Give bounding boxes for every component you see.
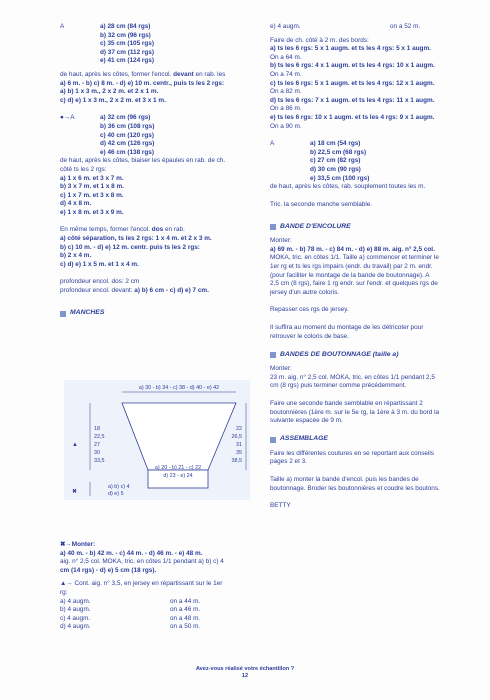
list-item xyxy=(60,32,243,41)
text-line: d) ts les 6 rgs: 7 x 1 augm. et ts les 4 rgs: 11 x 1 augm. xyxy=(270,96,435,104)
text-line: de haut, après les côtes, biaiser les épaules en rab. de ch. xyxy=(60,157,226,165)
list-item-value: on a 50 m. xyxy=(170,623,201,631)
list-item xyxy=(270,175,455,184)
page-footer xyxy=(0,666,490,680)
list-item-value: c) 35 cm (105 rgs) xyxy=(100,40,154,48)
text-line: On a 86 m. xyxy=(270,105,302,113)
list-item xyxy=(60,114,243,123)
continue-lines xyxy=(60,580,243,597)
text-line: côté ts les 2 rgs: xyxy=(60,165,107,173)
list-item xyxy=(60,123,243,132)
list-item-value: d) 37 cm (112 rgs) xyxy=(100,48,154,56)
list-item-key xyxy=(60,40,100,49)
list-item-key: b) 4 augm. xyxy=(60,606,91,614)
buttonhole-second xyxy=(270,400,455,426)
list-item xyxy=(60,49,243,58)
list-item-value: a) 28 cm (84 rgs) xyxy=(100,23,151,30)
list-item-key xyxy=(60,49,100,58)
text-line: On a 90 m. xyxy=(270,122,302,130)
list-item xyxy=(60,140,243,149)
cast-off-line: de haut, après les côtes, rab. souplement toutes les m. xyxy=(270,183,426,191)
section-assembly: ASSEMBLAGE xyxy=(270,435,455,445)
page-number: 12 xyxy=(241,673,249,679)
text-line: pages 2 et 3. xyxy=(270,458,307,466)
text-line: Taille a) monter la bande d'encol. puis les bandes de xyxy=(270,475,419,483)
text-line: cm (8 rgs) puis terminer comme précédemment. xyxy=(270,382,407,390)
list-item-key: A xyxy=(270,140,275,148)
text-line: a) 6 m. - b) c) 8 m. - d) e) 10 m. centr., puis ts les 2 rgs: xyxy=(60,79,225,87)
section-bullet-icon xyxy=(270,437,276,443)
increase-rows xyxy=(60,598,243,632)
height-value: 27 xyxy=(94,442,100,448)
sides-intro: Faire de ch. côté à 2 m. des bords: xyxy=(270,36,369,44)
text-line: b) 2 x 4 m. xyxy=(60,252,92,260)
cuff-label-abc: a) b) c) 4 xyxy=(108,484,130,490)
text-line: (pour faciliter le montage de la bande de boutonnage). A xyxy=(270,271,430,279)
left-column xyxy=(60,23,243,319)
list-item-key: a) 4 augm. xyxy=(60,597,91,605)
mount-line-3: cm (14 rgs) - d) e) 5 cm (18 rgs). xyxy=(60,566,157,574)
mount-line-2: aig. n° 2,5 col. MOKA, tric. en côtes 1/1 pendant a) b) c) 4 xyxy=(60,558,224,566)
marker-x-icon: ✖ xyxy=(72,489,78,495)
list-item-key xyxy=(270,157,310,166)
list-item-key: ●→A xyxy=(60,114,75,122)
height-value: 26,5 xyxy=(231,434,242,440)
section-buttonhole: BANDES DE BOUTONNAGE (taille a) xyxy=(270,350,455,360)
neck-front-lines xyxy=(60,80,243,106)
list-item-value: e) 46 cm (138 rgs) xyxy=(100,148,154,156)
list-item-key xyxy=(60,32,100,41)
text-line: rg: xyxy=(60,588,68,596)
list-item-key xyxy=(60,149,100,158)
text-line: retrouver le coloris de base. xyxy=(270,332,349,340)
collar-lines xyxy=(270,237,455,297)
height-value: 18 xyxy=(94,426,100,432)
list-item xyxy=(60,149,243,158)
bottom-width-label: a) 20 - b) 21 - c) 22 xyxy=(154,465,202,471)
text-line: c) 1 x 7 m. et 3 x 8 m. xyxy=(60,191,124,199)
assembly-lines xyxy=(270,450,455,467)
text-line: On a 82 m. xyxy=(270,88,302,96)
list-item xyxy=(60,40,243,49)
shoulder-lines xyxy=(60,157,243,217)
text-line: c) d) e) 1 x 3 m., 2 x 2 m. et 3 x 1 m. xyxy=(60,96,166,104)
list-item xyxy=(270,140,455,149)
mount-title: ✖→Monter: xyxy=(60,541,96,548)
text-line: d) 4 x 8 m. xyxy=(60,200,92,208)
neck-back-intro: En même temps, former l'encol. dos en rab. xyxy=(60,226,185,234)
text-line: a) 69 m. - b) 78 m. - c) 84 m. - d) e) 88 m. aig. n° 2,5 col. xyxy=(270,245,435,253)
text-line: boutonnières (1ère m. sur le 5e rg, la 1ère à 3 m. du bord la xyxy=(270,408,440,416)
text-line: e) 1 x 8 m. et 3 x 9 m. xyxy=(60,208,124,216)
text-line: MOKA, tric. en côtes 1/1. Taille a) commencer et terminer le xyxy=(270,254,439,262)
text-line: Monter: xyxy=(270,365,292,373)
sleeve-length-list xyxy=(270,140,455,183)
list-item-value: e) 33,5 cm (100 rgs) xyxy=(310,174,370,182)
text-line: boutonnage. Broder les boutonnières et coudre les boutons. xyxy=(270,484,440,492)
height-value: 31 xyxy=(236,442,242,448)
list-item-value: d) 30 cm (90 rgs) xyxy=(310,165,361,173)
height-value: 38,5 xyxy=(231,458,242,464)
list-item xyxy=(60,615,243,624)
text-line: a) 1 x 6 m. et 3 x 7 m. xyxy=(60,174,124,182)
text-line: 1er rg et ts les rgs impairs (endr. du travail) par 2 m. endr. xyxy=(270,263,433,271)
height-value: 33,5 xyxy=(94,458,105,464)
text-line: On a 64 m. xyxy=(270,53,302,61)
list-item-key xyxy=(60,123,100,132)
height-value: 35 xyxy=(236,450,242,456)
list-item-key xyxy=(60,140,100,149)
list-item xyxy=(60,623,243,632)
text-line: jersey d'un autre coloris. xyxy=(270,288,340,296)
height-value: 30 xyxy=(94,450,100,456)
list-item-value: on a 46 m. xyxy=(170,606,201,614)
text-line: Faire une seconde bande semblable en répartissant 2 xyxy=(270,400,423,407)
mount-line-1: a) 40 m. - b) 42 m. - c) 44 m. - d) 46 m. - e) 48 m. xyxy=(60,549,203,557)
section-bullet-icon xyxy=(270,352,276,358)
collar-note xyxy=(270,324,455,341)
marker-a-icon: ▲ xyxy=(72,442,78,448)
section-bullet-icon xyxy=(60,311,66,317)
list-item-value: e) 41 cm (124 rgs) xyxy=(100,57,154,65)
list-item-key: A xyxy=(60,23,65,30)
text-line: ▲→ Cont. aig. n° 3,5, en jersey en répartissant sur le 1er xyxy=(60,580,223,588)
footer-tagline: Avez-vous réalisé votre échantillon ? xyxy=(195,666,295,672)
list-item-value: on a 48 m. xyxy=(170,614,201,622)
text-line: b) c) 10 m. - d) e) 12 m. centr. puis ts les 2 rgs: xyxy=(60,243,200,251)
text-line: c) d) e) 1 x 5 m. et 1 x 4 m. xyxy=(60,260,139,268)
list-item-key xyxy=(60,57,100,66)
right-column xyxy=(270,23,455,511)
top-increase-row: e) 4 augm. on a 52 m. xyxy=(270,23,421,30)
list-item-key xyxy=(270,175,310,184)
text-line: a) b) 1 x 3 m., 2 x 2 m. et 2 x 1 m. xyxy=(60,88,159,96)
text-line: e) ts les 6 rgs: 10 x 1 augm. et ts les 4 rgs: 9 x 1 augm. xyxy=(270,113,435,121)
list-item xyxy=(270,157,455,166)
text-line: Il suffira au moment du montage de les détricoter pour xyxy=(270,324,424,332)
left-column-bottom xyxy=(60,541,243,632)
text-line: a) ts les 6 rgs: 5 x 1 augm. et ts les 4 rgs: 5 x 1 augm. xyxy=(270,45,431,53)
list-item-key xyxy=(270,149,310,158)
text-line: b) ts les 6 rgs: 4 x 1 augm. et ts les 4 rgs: 10 x 1 augm. xyxy=(270,62,435,70)
section-bullet-icon xyxy=(270,224,276,230)
text-line: b) 3 x 7 m. et 1 x 8 m. xyxy=(60,183,124,191)
list-item-key xyxy=(60,132,100,141)
list-item-key xyxy=(270,166,310,175)
list-item-value: b) 32 cm (96 rgs) xyxy=(100,31,151,39)
neck-depth-front: profondeur encol. devant: a) b) 6 cm - c) d) e) 7 cm. xyxy=(60,287,209,295)
text-line: On a 74 m. xyxy=(270,70,302,78)
buttonhole-lines xyxy=(270,365,455,391)
sleeve-diagram xyxy=(60,378,255,503)
height-value: 22 xyxy=(236,426,242,432)
text-line: Monter: xyxy=(270,237,292,245)
list-item xyxy=(60,606,243,615)
neck-front-intro: de haut, après les côtes, former l'encol. devant en rab. les xyxy=(60,70,226,78)
top-dimension-label: a) 30 - b) 34 - c) 38 - d) 40 - e) 42 xyxy=(138,385,220,391)
list-item-value: b) 22,5 cm (68 rgs) xyxy=(310,148,367,156)
list-item-value: d) 42 cm (126 rgs) xyxy=(100,140,155,148)
text-line: c) ts les 6 rgs: 5 x 1 augm. et ts les 4 rgs: 12 x 1 augm. xyxy=(270,79,435,87)
list-item-key: d) 4 augm. xyxy=(60,623,91,631)
list-item-value: on a 44 m. xyxy=(170,597,201,605)
section-sleeves: MANCHES xyxy=(60,309,243,319)
neck-back-lines xyxy=(60,235,243,269)
list-item-value: c) 40 cm (120 rgs) xyxy=(100,131,154,139)
list-item-value: a) 32 cm (96 rgs) xyxy=(100,114,151,122)
sides-lines xyxy=(270,45,455,131)
text-line: a) côté séparation, ts les 2 rgs: 1 x 4 m. et 2 x 3 m. xyxy=(60,235,212,243)
height-value: 22,5 xyxy=(94,434,105,440)
assembly-final xyxy=(270,476,455,493)
text-line: suivante espacée de 9 m. xyxy=(270,417,343,425)
list-item xyxy=(60,57,243,66)
list-item xyxy=(60,23,243,32)
list-item xyxy=(60,598,243,607)
list-item xyxy=(270,149,455,158)
shoulder-length-list xyxy=(60,114,243,157)
neck-depth-back: profondeur encol. dos: 2 cm xyxy=(60,278,140,286)
text-line: 2,5 cm (8 rgs), faire 1 rg endr. sur l'endr. et quelques rgs de xyxy=(270,280,438,288)
list-item-key: c) 4 augm. xyxy=(60,614,91,622)
second-sleeve-line: Tric. la seconde manche semblable. xyxy=(270,200,373,208)
list-item xyxy=(60,132,243,141)
bottom-width-label-2: d) 23 - e) 24 xyxy=(163,473,193,479)
list-item-value: a) 18 cm (54 rgs) xyxy=(310,140,361,148)
list-item-value: c) 27 cm (82 rgs) xyxy=(310,157,361,165)
text-line: Faire les différentes coutures en se reportant aux conseils xyxy=(270,449,434,457)
collar-repasser: Repasser ces rgs de jersey. xyxy=(270,306,349,314)
section-collar: BANDE D'ENCOLURE xyxy=(270,222,455,232)
list-item xyxy=(270,166,455,175)
cuff-label-de: d) e) 5 xyxy=(108,491,124,497)
front-length-list xyxy=(60,23,243,66)
text-line: 23 m. aig. n° 2,5 col. MOKA, tric. en côtes 1/1 pendant 2,5 xyxy=(270,373,435,381)
signature: BETTY xyxy=(270,502,291,510)
list-item-value: b) 36 cm (108 rgs) xyxy=(100,122,155,130)
